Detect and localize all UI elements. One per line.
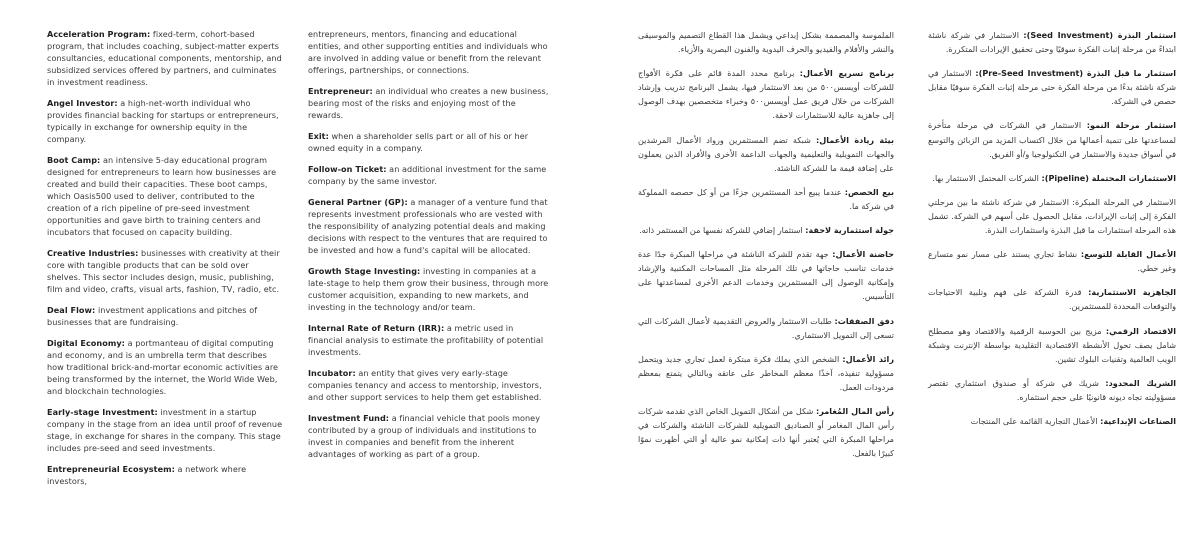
- glossary-definition: a network where investors,: [47, 464, 247, 486]
- glossary-definition: fixed-term, cohort-based program, that includes coaching, subject-matter experts consultancies, educational components, mentorship, and subsidized services offered by partners, and culminates in investment readiness.: [47, 29, 282, 87]
- glossary-entry: [928, 247, 1176, 275]
- glossary-entry: [47, 463, 283, 487]
- glossary-definition: an individual who creates a new business, bearing most of the risks and enjoying most of the rewards.: [308, 86, 549, 120]
- glossary-entry: [308, 322, 550, 358]
- glossary-term: استثمار مرحلة النمو:: [1086, 120, 1176, 131]
- glossary-term: رائد الأعمال:: [842, 353, 894, 364]
- glossary-entry: [47, 406, 283, 454]
- glossary-term: Exit:: [308, 131, 329, 141]
- glossary-column-arabic-1: [638, 28, 894, 470]
- glossary-entry: [638, 404, 894, 460]
- glossary-definition: investment in a startup company in the stage from an idea until proof of revenue stage, in exchange for shares in the company. This stage includes pre-seed and seed investments.: [47, 407, 283, 453]
- glossary-term: الاقتصاد الرقمي:: [1105, 325, 1176, 336]
- glossary-entry: [47, 247, 283, 295]
- glossary-term: Entrepreneurial Ecosystem:: [47, 464, 175, 474]
- glossary-entry: [638, 133, 894, 175]
- glossary-definition: شكل من أشكال التمويل الخاص الذي تقدمه شركات رأس المال المغامر أو الصناديق التمويلية للشركات الناشئة والشركات في مراحلها المبكرة التي يُعتبر أنها ذات إمكانية نمو عالية أو التي أظهرت نموًا كبيرًا بالفعل.: [638, 405, 894, 459]
- glossary-definition: الاستثمار في المرحلة المبكرة: الاستثمار في شركة ناشئة ما بين مرحلتي الفكرة إلى إثبات الإيرادات، مقابل الحصول على أسهم في الشركة. تشمل هذه المرحلة استثمارات ما قبل البذرة واستثمارات البذرة.: [928, 196, 1176, 236]
- glossary-term: Incubator:: [308, 368, 356, 378]
- glossary-entry: [308, 28, 550, 76]
- glossary-term: Internal Rate of Return (IRR):: [308, 323, 445, 333]
- glossary-definition: طلبات الاستثمار والعروض التقديمية لأعمال الشركات التي تسعى إلى التمويل الاستثماري.: [638, 315, 894, 340]
- glossary-term: Growth Stage Investing:: [308, 266, 421, 276]
- glossary-definition: a manager of a venture fund that represents investment professionals who are vested with the responsibility of analyzing potential deals and making decisions with respect to the ventures that are required to be invested and how a fund's capital will be allocated.: [308, 197, 548, 255]
- glossary-column-english-1: [47, 28, 283, 496]
- glossary-term: Digital Economy:: [47, 338, 125, 348]
- glossary-term: بيئة ريادة الأعمال:: [816, 134, 894, 145]
- glossary-entry: [47, 304, 283, 328]
- glossary-entry: [308, 130, 550, 154]
- glossary-definition: عندما يبيع أحد المستثمرين جزءًا من أو كل حصصه المملوكة في شركة ما.: [638, 186, 894, 211]
- glossary-entry: [308, 367, 550, 403]
- glossary-definition: businesses with creativity at their core with tangible products that can be sold over shelves. This sector includes design, music, publishing, film and video, crafts, visual arts, fashion, TV, radio, etc.: [47, 248, 280, 294]
- glossary-definition: a metric used in financial analysis to estimate the profitability of potential investments.: [308, 323, 544, 357]
- glossary-entry: [928, 285, 1176, 313]
- glossary-term: دفق الصفقات:: [834, 315, 895, 326]
- glossary-entry: [308, 196, 550, 256]
- glossary-entry: [928, 171, 1176, 185]
- glossary-definition: investment applications and pitches of businesses that are fundraising.: [47, 305, 258, 327]
- glossary-definition: when a shareholder sells part or all of his or her owned equity in a company.: [308, 131, 529, 153]
- glossary-definition: a portmanteau of digital computing and economy, and is an umbrella term that describes how traditional brick-and-mortar economic activities are being transformed by the internet, the World Wide Web, and blockchain technologies.: [47, 338, 279, 396]
- glossary-entry: [928, 28, 1176, 56]
- glossary-term: Follow-on Ticket:: [308, 164, 387, 174]
- glossary-term: الأعمال القابلة للتوسع:: [1080, 249, 1176, 260]
- glossary-definition: an intensive 5-day educational program designed for entrepreneurs to learn how businesses are created and build their capacities. These boot camps, which Oasis500 used to deliver, contributed to the creation of a rich pipeline of pre-seed investment opportunities and gave birth to training centers and incubators that focused on capacity building.: [47, 155, 277, 237]
- glossary-entry: [638, 223, 894, 237]
- glossary-definition: entrepreneurs, mentors, financing and educational entities, and other supporting entities and individuals who are involved in adding value or benefit from the relevant offerings, partnerships, or connections.: [308, 29, 548, 75]
- glossary-entry: [638, 28, 894, 56]
- glossary-entry: [47, 28, 283, 88]
- glossary-definition: الأعمال التجارية القائمة على المنتجات: [970, 415, 1101, 426]
- glossary-definition: an entity that gives very early-stage companies tenancy and access to mentorship, investors, and other support services to help them get established.: [308, 368, 542, 402]
- glossary-term: Deal Flow:: [47, 305, 96, 315]
- glossary-column-arabic-2: [928, 28, 1176, 438]
- glossary-entry: [928, 376, 1176, 404]
- glossary-entry: [47, 154, 283, 238]
- glossary-definition: الشركات المحتمل الاستثمار بها.: [932, 172, 1042, 183]
- glossary-term: جولة استثمارية لاحقة:: [805, 225, 894, 236]
- glossary-definition: الشخص الذي يملك فكرة مبتكرة لعمل تجاري جديد ويتحمل مسؤولية تنفيذه، آخذًا معظم المخاطر على عاتقه وبالتالي يتمتع بمعظم مردودات العمل.: [638, 353, 894, 392]
- glossary-term: استثمار ما قبل البذرة (Pre-Seed Investment):: [975, 68, 1176, 79]
- glossary-term: Early-stage Investment:: [47, 407, 158, 417]
- glossary-entry: [638, 66, 894, 122]
- glossary-term: الشريك المحدود:: [1105, 377, 1177, 388]
- glossary-definition: نشاط تجاري يستند على مسار نمو متسارع وغير خطي.: [928, 249, 1176, 274]
- glossary-definition: شريك في شركة أو صندوق استثماري تقتصر مسؤوليته تجاه ديونه قانونيًا على حجم استثماره.: [928, 377, 1176, 402]
- glossary-entry: [638, 247, 894, 303]
- glossary-entry: [308, 163, 550, 187]
- glossary-entry: [638, 352, 894, 394]
- glossary-entry: [308, 412, 550, 460]
- glossary-term: Creative Industries:: [47, 248, 139, 258]
- glossary-term: Entrepreneur:: [308, 86, 373, 96]
- glossary-definition: جهة تقدم للشركة الناشئة في مراحلها المبكرة جدًا عدة خدمات تناسب حاجاتها في تلك المرحلة مثل المساحات المكتبية والإرشاد وإمكانية الوصول إلى المستثمرين وخدمات الدعم الأخرى لمساعدتها على التأسيس.: [638, 249, 894, 302]
- glossary-term: حاضنة الأعمال:: [832, 249, 895, 260]
- glossary-definition: a high-net-worth individual who provides financial backing for startups or entrepreneurs, typically in exchange for ownership equity in the company.: [47, 98, 279, 144]
- glossary-definition: الملموسة والمصممة بشكل إبداعي ويشمل هذا القطاع التصميم والموسيقى والنشر والأفلام والفيديو والحرف اليدوية والفنون البصرية والأزياء.: [638, 30, 894, 55]
- glossary-entry: [47, 337, 283, 397]
- glossary-definition: شبكة تضم المستثمرين ورواد الأعمال المرشدين والجهات التمويلية والتعليمية والجهات الداعمة الأخرى والأفراد الذين يعملون على إضافة قيمة ما للشركة الناشئة.: [638, 134, 894, 173]
- glossary-term: Boot Camp:: [47, 155, 101, 165]
- glossary-definition: استثمار إضافي للشركة نفسها من المستثمر ذاته.: [639, 225, 806, 236]
- glossary-term: استثمار البذرة (Seed Investment):: [1023, 30, 1177, 40]
- glossary-term: برنامج تسريع الأعمال:: [799, 68, 894, 79]
- glossary-entry: [928, 118, 1176, 160]
- glossary-definition: مزيج بين الحوسبة الرقمية والاقتصاد وهو مصطلح شامل يصف تحول الأنشطة الاقتصادية التقليدية بواسطة الإنترنت وشبكة الويب العالمية وتقنيات البلوك تشين.: [928, 325, 1176, 364]
- glossary-entry: [638, 314, 894, 342]
- glossary-entry: [638, 185, 894, 213]
- glossary-definition: an additional investment for the same company by the same investor.: [308, 164, 547, 186]
- glossary-definition: قدرة الشركة على فهم وتلبية الاحتياجات والتوقعات المحددة للمستثمرين.: [928, 287, 1176, 312]
- glossary-column-english-2: [308, 28, 550, 469]
- glossary-term: الاستثمارات المحتملة (Pipeline):: [1041, 172, 1176, 183]
- glossary-term: بيع الحصص:: [844, 186, 894, 197]
- glossary-entry: [928, 414, 1176, 428]
- glossary-entry: [928, 66, 1176, 108]
- glossary-entry: [928, 324, 1176, 366]
- glossary-definition: الاستثمار في شركة ناشئة بدءًا من مرحلة الفكرة حتى مرحلة إثبات الفكرة سوقيًا مقابل حصص في الشركة.: [928, 68, 1176, 107]
- glossary-term: الجاهزية الاستثمارية:: [1088, 287, 1176, 298]
- glossary-definition: a financial vehicle that pools money contributed by a group of individuals and institutions to invest in companies and benefit from the inherent advantages of working as part of a group.: [308, 413, 541, 459]
- glossary-definition: برنامج محدد المدة قائم على فكرة الأفواج للشركات أويسس٥٠٠ من بعد الاستثمار فيها، يشمل البرنامج تدريب وإرشاد الشركات من خلال فريق عمل أويسس٥٠٠ وخبراء متخصصين بهدف الوصول إلى جاهزية عالية للاستثمارات لاحقة.: [638, 68, 894, 121]
- glossary-definition: الاستثمار في شركة ناشئة ابتداءً من مرحلة إثبات الفكرة سوقيًا وحتى تحقيق الإيرادات المتكررة.: [928, 30, 1176, 55]
- glossary-term: General Partner (GP):: [308, 197, 408, 207]
- glossary-entry: [928, 195, 1176, 237]
- glossary-definition: الاستثمار في الشركات في مرحلة متأخرة لمساعدتها على تنمية أعمالها من خلال اكتساب المزيد من الزبائن والتوسع في أسواق جديدة والاستثمار في التكنولوجيا و/أو الفريق.: [928, 120, 1176, 159]
- glossary-entry: [308, 265, 550, 313]
- glossary-term: رأس المال المُغامر:: [816, 405, 895, 416]
- glossary-term: الصناعات الإبداعية:: [1100, 415, 1176, 426]
- glossary-term: Investment Fund:: [308, 413, 390, 423]
- glossary-term: Angel Investor:: [47, 98, 118, 108]
- glossary-entry: [47, 97, 283, 145]
- glossary-entry: [308, 85, 550, 121]
- glossary-term: Acceleration Program:: [47, 29, 151, 39]
- glossary-definition: investing in companies at a late-stage to help them grow their business, through more customer acquisition, expanding to new markets, and investing in the technology and/or team.: [308, 266, 549, 312]
